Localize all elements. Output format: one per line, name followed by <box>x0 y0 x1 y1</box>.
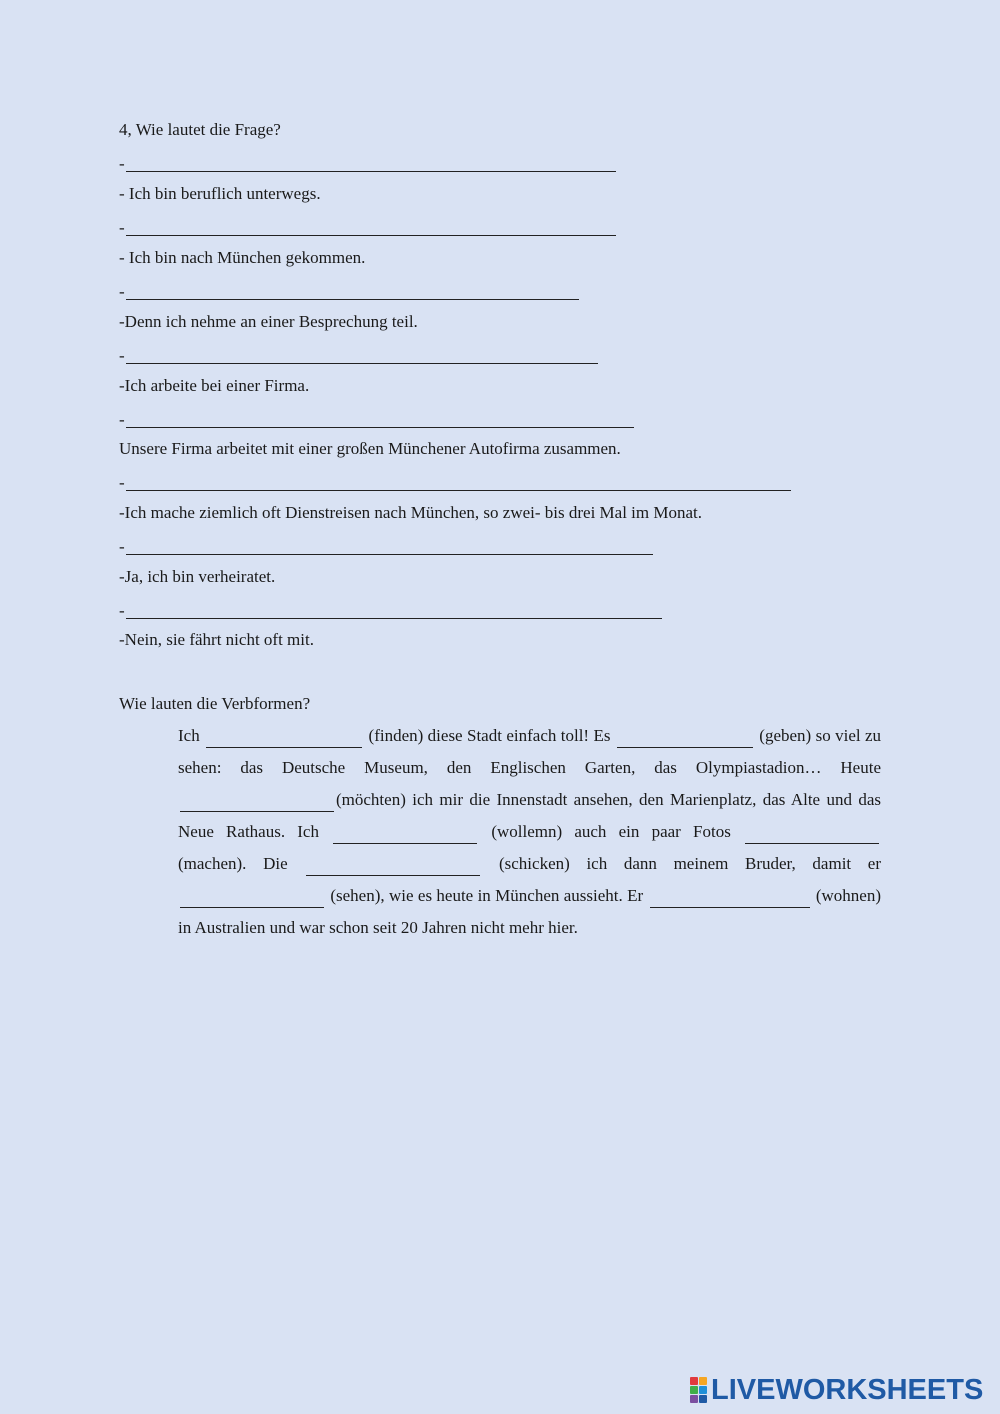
statement-1: - Ich bin beruflich unterwegs. <box>119 184 321 203</box>
statement-2: - Ich bin nach München gekommen. <box>119 248 366 267</box>
verb-gap-geben[interactable] <box>617 727 753 748</box>
answer-dash: - <box>119 410 125 429</box>
liveworksheets-logo <box>690 1375 983 1405</box>
verb-gap-schicken[interactable] <box>306 855 480 876</box>
answer-line-1 <box>119 150 616 174</box>
verb-text-5: (wollemn) auch ein paar Fotos <box>491 822 731 841</box>
logo-square <box>699 1386 707 1394</box>
question-input-3[interactable] <box>126 279 579 300</box>
verb-gap-machen[interactable] <box>745 823 879 844</box>
answer-dash: - <box>119 473 125 492</box>
answer-dash: - <box>119 601 125 620</box>
answer-line-7 <box>119 533 653 557</box>
statement-3: -Denn ich nehme an einer Besprechung teil. <box>119 312 418 331</box>
answer-dash: - <box>119 537 125 556</box>
logo-square <box>690 1386 698 1394</box>
verb-text-4: (möchten) ich mir die Innenstadt ansehen, den Marienplatz, das Alte und das Neue Rathaus. Ich <box>178 790 881 841</box>
verb-text-6: (machen). Die <box>178 854 288 873</box>
question-input-7[interactable] <box>126 534 653 555</box>
statement-8: -Nein, sie fährt nicht oft mit. <box>119 630 314 649</box>
logo-square <box>699 1395 707 1403</box>
verb-paragraph <box>178 720 881 944</box>
question-input-1[interactable] <box>126 151 616 172</box>
verb-gap-moechten[interactable] <box>180 791 334 812</box>
answer-line-2 <box>119 214 616 238</box>
question-input-5[interactable] <box>126 407 634 428</box>
answer-line-5 <box>119 406 634 430</box>
question-input-8[interactable] <box>126 598 662 619</box>
section-title-questions: 4, Wie lautet die Frage? <box>119 120 281 139</box>
logo-square <box>690 1395 698 1403</box>
statement-5: Unsere Firma arbeitet mit einer großen Münchener Autofirma zusammen. <box>119 439 621 458</box>
verb-text-1: Ich <box>178 726 200 745</box>
verb-gap-sehen[interactable] <box>180 887 324 908</box>
question-input-4[interactable] <box>126 343 598 364</box>
answer-line-4 <box>119 342 598 366</box>
statement-7: -Ja, ich bin verheiratet. <box>119 567 276 586</box>
verb-text-3: (geben) so viel zu sehen: das Deutsche Museum, den Englischen Garten, das Olympiastadion… Heute <box>178 726 882 777</box>
answer-line-8 <box>119 597 662 621</box>
verb-text-9: (wohnen) in Australien und war schon seit 20 Jahren nicht mehr hier. <box>178 886 882 937</box>
question-input-6[interactable] <box>126 470 791 491</box>
verb-text-7: (schicken) ich dann meinem Bruder, damit er <box>498 854 882 873</box>
question-input-2[interactable] <box>126 215 616 236</box>
verb-gap-wohnen[interactable] <box>650 887 810 908</box>
answer-dash: - <box>119 282 125 301</box>
verb-text-2: (finden) diese Stadt einfach toll! Es <box>368 726 611 745</box>
logo-square <box>699 1377 707 1385</box>
verb-gap-finden[interactable] <box>206 727 362 748</box>
answer-line-6 <box>119 469 791 493</box>
liveworksheets-logo-text: LIVEWORKSHEETS <box>711 1373 984 1406</box>
verb-gap-wollen[interactable] <box>333 823 477 844</box>
answer-line-3 <box>119 278 579 302</box>
section-title-verbs: Wie lauten die Verbformen? <box>119 694 311 713</box>
answer-dash: - <box>119 154 125 173</box>
logo-square <box>690 1377 698 1385</box>
statement-4: -Ich arbeite bei einer Firma. <box>119 376 310 395</box>
answer-dash: - <box>119 218 125 237</box>
liveworksheets-logo-icon <box>690 1377 707 1403</box>
verb-text-8: (sehen), wie es heute in München aussieht. Er <box>330 886 644 905</box>
statement-6: -Ich mache ziemlich oft Dienstreisen nach München, so zwei- bis drei Mal im Monat. <box>119 503 703 522</box>
answer-dash: - <box>119 346 125 365</box>
